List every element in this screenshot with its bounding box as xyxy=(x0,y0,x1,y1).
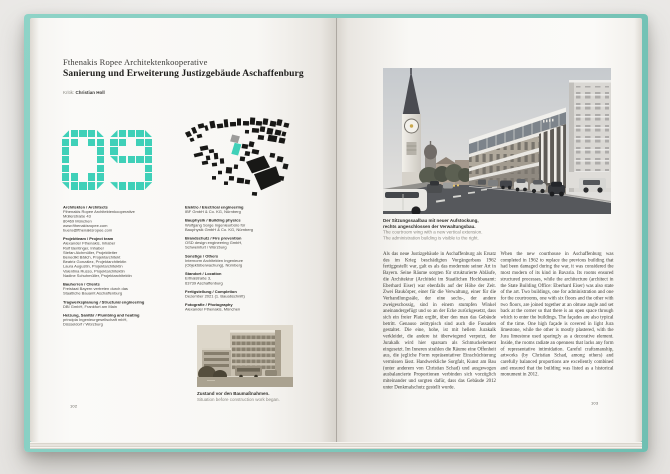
credit-line: Erthalstraße 3, xyxy=(185,276,212,281)
credit-heading: Architekten / Architects xyxy=(63,205,108,210)
credit-line: Müllerstraße 43 xyxy=(63,214,91,219)
credit-line: Fthenakis Ropee Architektenkooperative xyxy=(63,209,135,215)
credit-heading: Standort / Location xyxy=(185,271,222,277)
credit-line: Valentina Russo, Projektarchitektin xyxy=(63,268,125,274)
before-photo-caption xyxy=(197,391,497,414)
critic-credit xyxy=(63,90,363,100)
body-text-german: Als das neue Justizgebäude in Aschaffenburg als Ersatz des im Krieg beschädigten Vorgängerbaus 1962 fertiggestellt war, galt es als das modernste seiner Art in Bayern. Seine Räume sorgten für strukturierte Abläufe, die Architektur (Architekt im Staatlichen Hochbauamt: Eberhard Eiser) war ebenfalls auf der Höhe der Zeit. Zwei Baukörper, einer für die Verwaltung, einer für die Verhandlungssäle, der eine sechs-, der andere zweigeschossig, sind in einem stumpfen Winkel aneinandergefügt und so an der Ecke zurückgesetzt, dass sich ein freier Platz ergibt, über den man das Gebäude betritt. Genauso zeittypisch sind auch die Fassaden gestaltet. Die eine, hohe, ist mit hellem Jurakalk verkleidet, die andere ist überwiegend verputzt, der Jurakalk wird hier sparsam als Schmuckelement eingesetzt. Im Inneren strahlen die Räume eine Offenheit aus, die jegliche Form repräsentativer Einschüchterung vermissen lässt. Handwerkliche Sorgfalt, Kunst am Bau (unter anderem von Christian Schad) und ausgewogen ausbalancierte Proportionen verbinden sich vorzüglich miteinander und sorgten dafür, dass das Gebäude 2012 unter Denkmalschutz gestellt wurde. xyxy=(383,251,496,390)
studio-name: Fthenakis Ropee Architektenkooperative xyxy=(63,57,208,67)
project-number-pixels xyxy=(62,130,152,190)
credit-line: www.fthenakisropee.com xyxy=(63,223,108,228)
credit-block xyxy=(185,303,270,312)
credit-line: Düsseldorf / Würzburg xyxy=(63,322,103,327)
credit-heading: Sonstige / Others xyxy=(185,253,219,259)
credit-line: Internorm Architekten Ingenieure xyxy=(185,258,244,263)
body-text-english: When the new courthouse in Aschaffenburg was completed in 1962 to replace the previous building that had been damaged during the war, it was considered the most modern of its kind in Bavaria. Its rooms ensured structured processes, while the architecture (architect in the State Building Office: Eberhard Eiser) was also state of the art. Two buildings, one for administration and one for the courtrooms, one with six floors and the other with two floors, are joined together at an obtuse angle and set back at the corner so that there is an open space through which to enter the buildings. The façades are also typical of the time. One high façade is covered in light Jura limestone, while the other is mostly plastered, with the Jura limestone used sparingly as a decorative element. Inside, the rooms radiate an openness that lacks any form of representative intimidation. Careful craftsmanship, artworks (by Christian Schad, among others) and carefully balanced proportions are excellently combined and ensured that the building was listed as a historical monument in 2012. xyxy=(500,251,614,378)
credit-heading: Projektteam / Project team xyxy=(63,236,114,242)
credit-line: Nadine Schuhmüller, Projektarchitektin xyxy=(63,273,132,278)
photo-caption-de-2: rechts angeschlossen der Verwaltungsbau. xyxy=(383,223,476,229)
credit-heading: Bauphysik / Building physics xyxy=(185,218,241,223)
photo-caption-de-1: Der Sitzungssaalbau mit neuer Aufstockung, xyxy=(383,218,479,223)
pixel-digit-9 xyxy=(110,130,152,190)
credit-line: Bauphysik GmbH & Co. KG, Nürnberg xyxy=(185,227,254,232)
credit-line: Alexander Fthenakis, Inhaber xyxy=(63,241,116,246)
body-text xyxy=(383,251,618,391)
credit-block xyxy=(185,254,270,268)
credit-line: principia Ingenieurgesellschaft mbH, xyxy=(63,317,128,323)
credit-line: Alexander Fthenakis, München xyxy=(185,307,241,312)
credit-block xyxy=(63,237,148,278)
credit-line: Freistaat Bayern vertreten durch das xyxy=(63,286,128,292)
credit-block xyxy=(63,313,148,327)
page-number-right: 103 xyxy=(591,401,599,406)
page-number-left: 102 xyxy=(70,404,78,409)
credit-block xyxy=(185,236,270,250)
credit-block xyxy=(185,218,270,232)
credit-line: buero@fthenakisropee.com xyxy=(63,228,113,233)
before-caption-en: Situation before construction work began. xyxy=(197,396,280,402)
credit-heading: Fotografie / Photography xyxy=(185,302,233,308)
credit-heading: Heizung, Sanitär / Plumbing and heating xyxy=(63,313,140,318)
credit-line: Staatliche Bauamt Aschaffenburg xyxy=(63,291,123,296)
street-photo xyxy=(383,68,611,214)
credit-block xyxy=(185,289,270,298)
pixel-digit-0 xyxy=(62,130,104,190)
credit-line: (Objektüberwachung), Nürnberg xyxy=(185,263,243,268)
credit-line: 80469 München xyxy=(63,218,92,224)
before-photo xyxy=(197,325,293,387)
credit-line: Laura Augustin, Projektarchitektin xyxy=(63,264,123,269)
credit-block xyxy=(63,282,148,296)
photo-caption-en-1: The courtroom wing with a new vertical extension. xyxy=(383,229,483,235)
site-plan-map xyxy=(182,114,294,200)
credit-block xyxy=(63,205,148,233)
critic-name: Christian Holl xyxy=(75,90,105,95)
credit-line: Rolf Bentinger, Inhaber xyxy=(63,245,104,251)
credit-heading: Brandschutz / Fire prevention xyxy=(185,236,242,241)
credit-line: Benedikt Bälich, Projektarchitekt xyxy=(63,255,121,260)
credit-block xyxy=(63,300,148,309)
credit-line: 63739 Aschaffenburg xyxy=(185,280,223,286)
project-title: Sanierung und Erweiterung Justizgebäude Aschaffenburg xyxy=(63,69,304,79)
credit-heading: Fertigstellung / Completion xyxy=(185,289,237,294)
credit-line: Dezember 2021 (1. Bauabschnitt) xyxy=(185,294,245,299)
before-caption-de: Zustand vor den Baumaßnahmen. xyxy=(197,391,270,396)
credit-line: DBI GmbH, Frankfurt am Main xyxy=(63,304,118,309)
credit-line: Stefan Aichmüller, Projektleiter xyxy=(63,250,118,255)
credit-line: IBF GmbH & Co. KG, Nürnberg xyxy=(185,209,241,215)
critic-label: Kritik: xyxy=(63,90,75,95)
credit-line: OSD design engineering GmbH, xyxy=(185,240,243,246)
site-plan-highlight xyxy=(231,143,241,156)
photo-caption-en-2: The administration building is visible to the right. xyxy=(383,235,479,241)
credit-heading: Bauherren / Clients xyxy=(63,282,100,287)
credit-line: Schweinfurt / Würzburg xyxy=(185,245,227,250)
credit-heading: Tragwerksplanung / Structural engineering xyxy=(63,299,145,305)
credit-line: Wolfgang Sorge Ingenieurbüro für xyxy=(185,222,246,228)
credit-line: Beatriz González, Projektarchitektin xyxy=(63,259,127,265)
credit-block xyxy=(185,272,270,286)
credit-heading: Elektro / Electrical engineering xyxy=(185,205,244,210)
site-plan-context-building xyxy=(230,134,240,143)
credit-block xyxy=(185,205,270,214)
